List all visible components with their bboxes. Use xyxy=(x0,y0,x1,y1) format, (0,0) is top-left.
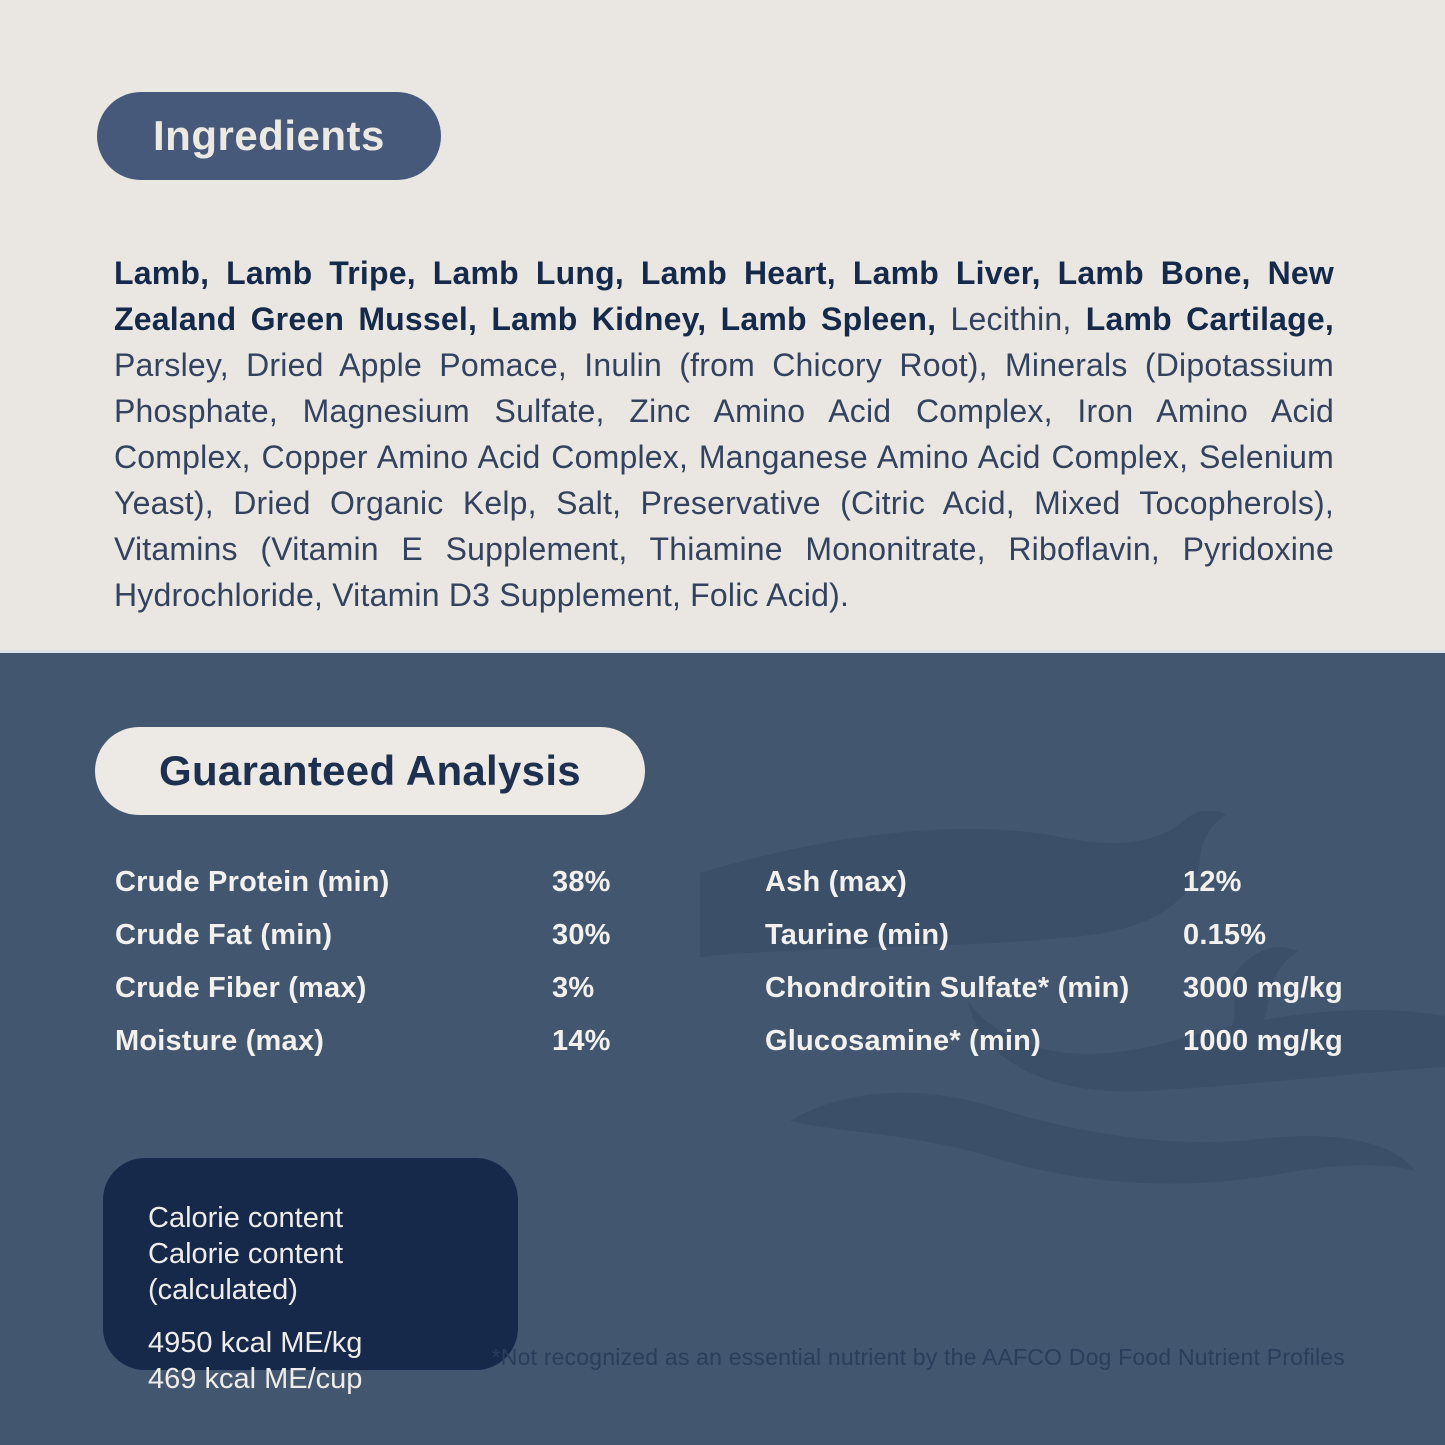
analysis-table-right xyxy=(765,856,1365,1068)
analysis-row xyxy=(765,962,1365,1015)
nutrient-value: 0.15% xyxy=(1183,919,1267,951)
ingredients-text xyxy=(114,250,1334,618)
nutrient-value: 3% xyxy=(552,972,595,1004)
nutrient-label: Taurine (min) xyxy=(765,919,950,951)
nutrient-value: 30% xyxy=(552,919,611,951)
footnote: *Not recognized as an essential nutrient by the AAFCO Dog Food Nutrient Profiles xyxy=(491,1344,1345,1370)
analysis-table-left xyxy=(115,856,755,1068)
nutrient-label: Chondroitin Sulfate* (min) xyxy=(765,972,1130,1004)
nutrient-value: 1000 mg/kg xyxy=(1183,1025,1343,1057)
nutrient-label: Glucosamine* (min) xyxy=(765,1025,1041,1057)
nutrient-label: Crude Protein (min) xyxy=(115,866,390,898)
analysis-row xyxy=(115,962,755,1015)
ingredients-segment-regular: Parsley, Dried Apple Pomace, Inulin (from Chicory Root), Minerals (Dipotassium Phosphate, Magnesium Sulfate, Zinc Amino Acid Complex, Iron Amino Acid Complex, Copper Amino Acid Complex, Manganese Amino Acid Complex, Selenium Yeast), Dried Organic Kelp, Salt, Preservative (Citric Acid, Mixed Tocopherols), Vitamins (Vitamin E Supplement, Thiamine Mononitrate, Riboflavin, Pyridoxine Hydrochloride, Vitamin D3 Supplement, Folic Acid). xyxy=(114,347,1334,613)
nutrient-value: 38% xyxy=(552,866,611,898)
calorie-value-line: 4950 kcal ME/kg xyxy=(148,1327,363,1359)
nutrient-value: 14% xyxy=(552,1025,611,1057)
ingredients-segment-regular: Lecithin, xyxy=(950,301,1086,337)
calorie-heading-line: Calorie content xyxy=(148,1202,344,1234)
analysis-row xyxy=(115,909,755,962)
guaranteed-analysis-section xyxy=(0,653,1445,1445)
calorie-heading-line: Calorie content (calculated) xyxy=(148,1238,344,1306)
nutrient-value: 12% xyxy=(1183,866,1242,898)
nutrient-label: Ash (max) xyxy=(765,866,907,898)
nutrient-label: Moisture (max) xyxy=(115,1025,325,1057)
ingredients-segment-bold: Lamb, Lamb Tripe, Lamb Lung, Lamb Heart, Lamb Liver, Lamb Bone, New Zealand Green Mussel, Lamb Kidney, Lamb Spleen, xyxy=(114,255,1334,337)
calorie-value-line: 469 kcal ME/cup xyxy=(148,1363,363,1395)
ingredients-title-pill xyxy=(97,92,441,180)
guaranteed-analysis-title-pill xyxy=(95,727,645,815)
guaranteed-analysis-title: Guaranteed Analysis xyxy=(159,747,581,794)
analysis-row xyxy=(115,1015,755,1068)
nutrient-label: Crude Fiber (max) xyxy=(115,972,367,1004)
nutrient-label: Crude Fat (min) xyxy=(115,919,333,951)
analysis-row xyxy=(765,856,1365,909)
ingredients-section xyxy=(0,0,1445,653)
analysis-row xyxy=(765,909,1365,962)
analysis-row xyxy=(765,1015,1365,1068)
ingredients-title: Ingredients xyxy=(153,112,385,159)
analysis-row xyxy=(115,856,755,909)
ingredients-segment-bold: Lamb Cartilage, xyxy=(1085,301,1334,337)
calorie-content-box xyxy=(103,1158,518,1395)
nutrient-value: 3000 mg/kg xyxy=(1183,972,1343,1004)
